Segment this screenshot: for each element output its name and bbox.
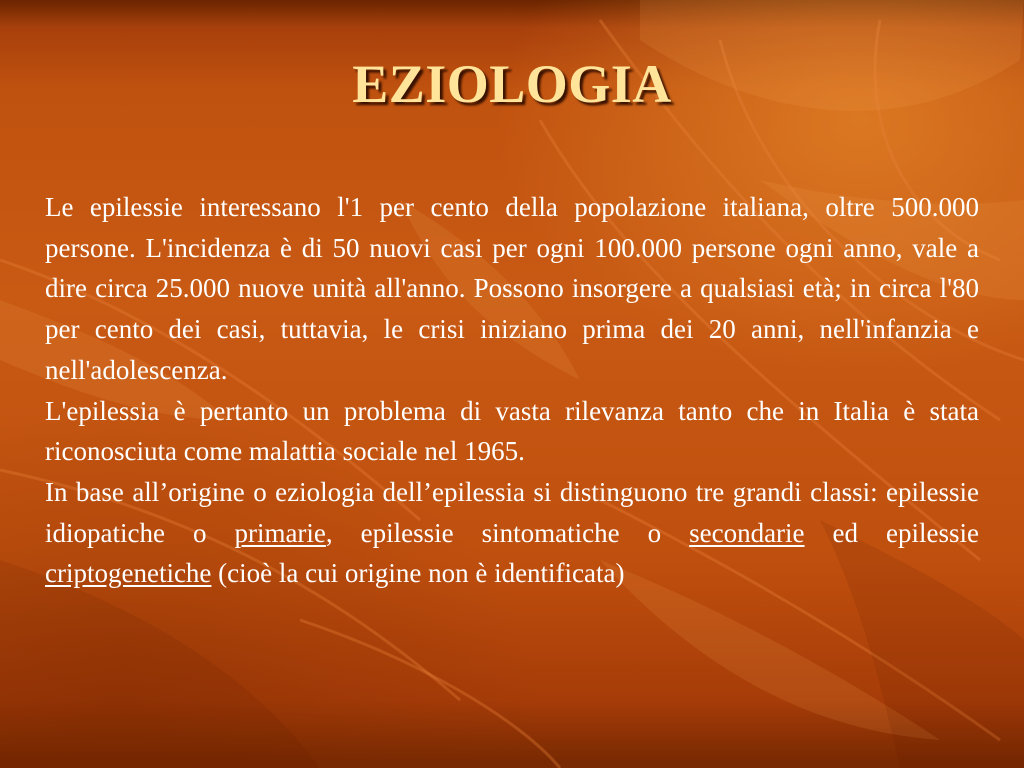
link-criptogenetiche[interactable]: criptogenetiche xyxy=(45,558,212,589)
link-secondarie[interactable]: secondarie xyxy=(689,517,805,548)
slide-body xyxy=(45,187,979,594)
classification-text-4: (cioè la cui origine non è identificata) xyxy=(211,558,625,589)
slide-title: EZIOLOGIA xyxy=(352,54,672,114)
classification-text-2: , epilessie sintomatiche o xyxy=(325,517,690,548)
paragraph-epidemiology: Le epilessie interessano l'1 per cento della popolazione italiana, oltre 500.000 persone. L'incidenza è di 50 nuovi casi per ogni 100.000 persone ogni anno, vale a dire circa 25.000 nuove unità all'anno. Possono insorgere a qualsiasi età; in circa l'80 per cento dei casi, tuttavia, le crisi iniziano prima dei 20 anni, nell'infanzia e nell'adolescenza. xyxy=(45,192,979,385)
paragraph-social-disease: L'epilessia è pertanto un problema di vasta rilevanza tanto che in Italia è stata riconosciuta come malattia sociale nel 1965. xyxy=(45,395,979,467)
classification-text-1: In base all’origine o eziologia dell’epilessia si distinguono tre grandi classi: epilessie idiopatiche o xyxy=(45,476,979,548)
link-primarie[interactable]: primarie xyxy=(234,517,326,548)
paragraph-classification xyxy=(45,472,979,594)
classification-text-3: ed epilessie xyxy=(804,517,979,548)
